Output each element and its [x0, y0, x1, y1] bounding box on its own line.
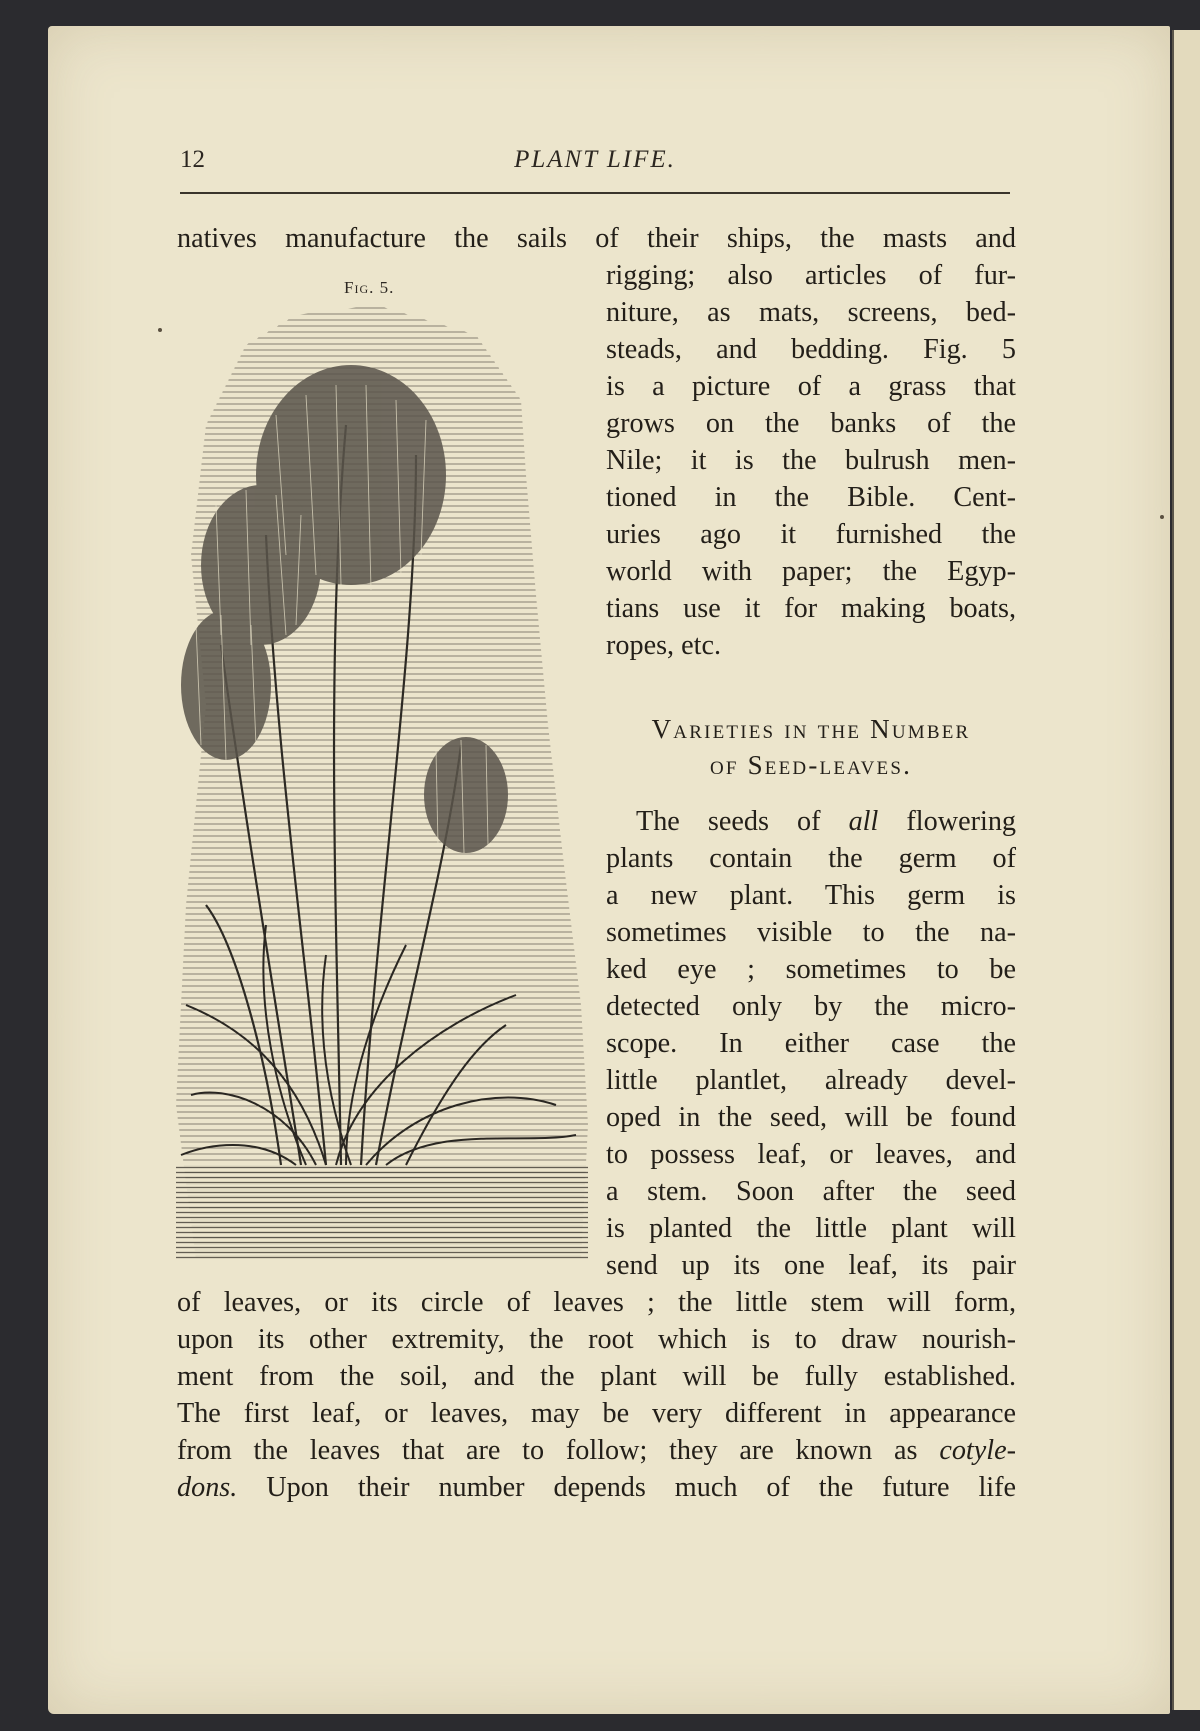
section-heading: of Seed-leaves. [709, 750, 913, 780]
text-line: ked eye ; sometimes to be [606, 954, 1016, 985]
adjacent-page-edge [1172, 30, 1200, 1710]
text-line: a new plant. This germ is [606, 880, 1016, 911]
text-line: tioned in the Bible. Cent- [606, 482, 1016, 513]
bulrush-engraving [176, 305, 588, 1260]
page-speck [1160, 515, 1164, 519]
figure-caption: Fig. 5. [344, 278, 395, 297]
text-line: The seeds of all flowering [636, 806, 1017, 837]
running-head [180, 146, 1010, 186]
text-line: detected only by the micro- [606, 991, 1016, 1022]
page-number: 12 [180, 146, 205, 173]
text-line: rigging; also articles of fur- [606, 260, 1016, 291]
text-line: grows on the banks of the [606, 408, 1016, 439]
section-heading: Varieties in the Number [651, 714, 971, 744]
text-line: upon its other extremity, the root which is to draw nourish- [177, 1324, 1016, 1355]
text-line: to possess leaf, or leaves, and [606, 1139, 1016, 1170]
text-line: world with paper; the Egyp- [606, 556, 1016, 587]
text-line: tians use it for making boats, [606, 593, 1016, 624]
running-title: PLANT LIFE. [514, 146, 676, 173]
text-line: niture, as mats, screens, bed- [606, 297, 1016, 328]
text-line: ment from the soil, and the plant will be fully established. [177, 1361, 1016, 1392]
text-line: a stem. Soon after the seed [606, 1176, 1016, 1207]
text-line: The first leaf, or leaves, may be very different in appearance [177, 1398, 1016, 1429]
text-line: Nile; it is the bulrush men- [606, 445, 1016, 476]
text-line: natives manufacture the sails of their ships, the masts and [177, 223, 1016, 254]
text-line: is planted the little plant will [606, 1213, 1016, 1244]
text-line: send up its one leaf, its pair [606, 1250, 1016, 1281]
text-line: dons. Upon their number depends much of the future life [177, 1472, 1017, 1503]
text-line: from the leaves that are to follow; they are known as cotyle- [177, 1435, 1016, 1466]
text-line: ropes, etc. [606, 630, 722, 661]
text-line: scope. In either case the [606, 1028, 1016, 1059]
text-line: uries ago it furnished the [606, 519, 1016, 550]
text-line: little plantlet, already devel- [606, 1065, 1016, 1096]
header-rule [180, 192, 1010, 194]
text-line: is a picture of a grass that [606, 371, 1016, 402]
page-speck [158, 328, 162, 332]
text-line: oped in the seed, will be found [606, 1102, 1016, 1133]
text-line: plants contain the germ of [606, 843, 1016, 874]
text-line: of leaves, or its circle of leaves ; the little stem will form, [177, 1287, 1016, 1318]
text-line: sometimes visible to the na- [606, 917, 1016, 948]
text-line: steads, and bedding. Fig. 5 [606, 334, 1016, 365]
